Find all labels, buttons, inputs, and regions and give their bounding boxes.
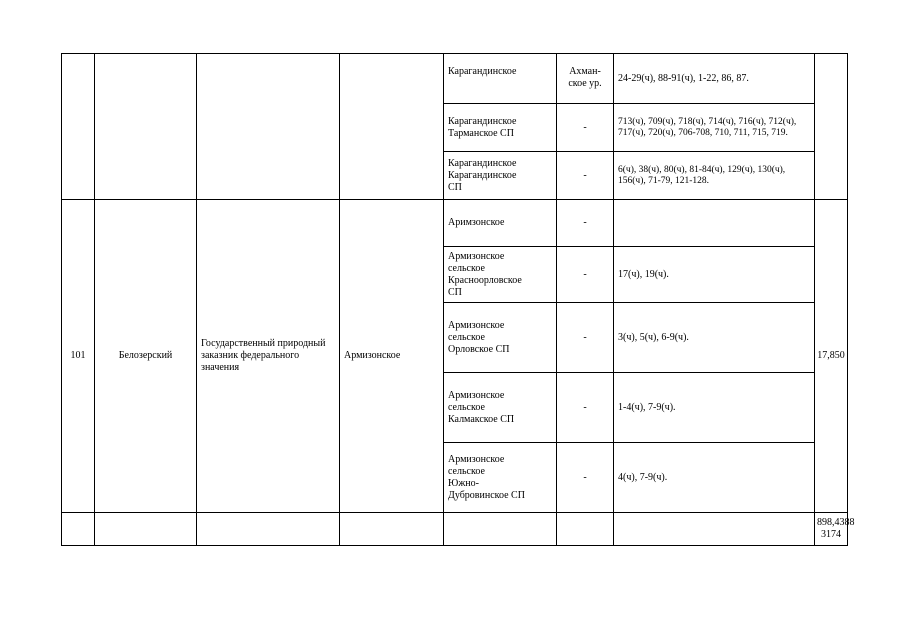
area-cell: Армизонское сельское Красноорловское СП <box>444 247 557 303</box>
district-name: Белозерский <box>95 200 197 513</box>
entry-number: 101 <box>62 200 95 513</box>
tract-cell: Ахман- ское ур. <box>557 54 614 104</box>
tract-cell: - <box>557 152 614 200</box>
table-row-total <box>62 513 848 546</box>
empty-cell <box>95 513 197 546</box>
tract-cell: - <box>557 443 614 513</box>
parcels-cell: 4(ч), 7-9(ч). <box>614 443 815 513</box>
empty-cell <box>444 513 557 546</box>
reserve-category: Государственный природный заказник федерального значения <box>197 200 340 513</box>
parcels-cell: 24-29(ч), 88-91(ч), 1-22, 86, 87. <box>614 54 815 104</box>
tract-cell: - <box>557 247 614 303</box>
tract-cell: - <box>557 373 614 443</box>
empty-cell <box>340 513 444 546</box>
total-cell-empty <box>815 54 848 200</box>
area-cell: Армизонское сельское Орловское СП <box>444 303 557 373</box>
area-cell: Армизонское сельское Южно- Дубровинское СП <box>444 443 557 513</box>
tract-cell: - <box>557 104 614 152</box>
category-cell-empty <box>197 54 340 200</box>
area-total: 17,850 <box>815 200 848 513</box>
parcels-cell: 3(ч), 5(ч), 6-9(ч). <box>614 303 815 373</box>
parcels-cell: 713(ч), 709(ч), 718(ч), 714(ч), 716(ч), 712(ч), 717(ч), 720(ч), 706-708, 710, 711, 715, 719. <box>614 104 815 152</box>
parcels-cell: 1-4(ч), 7-9(ч). <box>614 373 815 443</box>
area-cell: Карагандинское Тарманское СП <box>444 104 557 152</box>
area-cell: Армизонское сельское Калмакское СП <box>444 373 557 443</box>
document-table <box>61 53 855 546</box>
empty-cell <box>557 513 614 546</box>
tract-cell: - <box>557 303 614 373</box>
district-cell-empty <box>95 54 197 200</box>
number-cell-empty <box>62 54 95 200</box>
table-row <box>62 200 848 247</box>
parcels-cell: 17(ч), 19(ч). <box>614 247 815 303</box>
area-cell: Карагандинское Карагандинское СП <box>444 152 557 200</box>
empty-cell <box>62 513 95 546</box>
parcels-cell <box>614 200 815 247</box>
area-cell: Карагандинское <box>444 54 557 104</box>
tract-cell: - <box>557 200 614 247</box>
empty-cell <box>614 513 815 546</box>
empty-cell <box>197 513 340 546</box>
parcels-cell: 6(ч), 38(ч), 80(ч), 81-84(ч), 129(ч), 130(ч), 156(ч), 71-79, 121-128. <box>614 152 815 200</box>
table-row <box>62 54 848 104</box>
reserve-name: Армизонское <box>340 200 444 513</box>
area-cell: Аримзонское <box>444 200 557 247</box>
grand-total: 898,4388 3174 <box>815 513 848 546</box>
name-cell-empty <box>340 54 444 200</box>
